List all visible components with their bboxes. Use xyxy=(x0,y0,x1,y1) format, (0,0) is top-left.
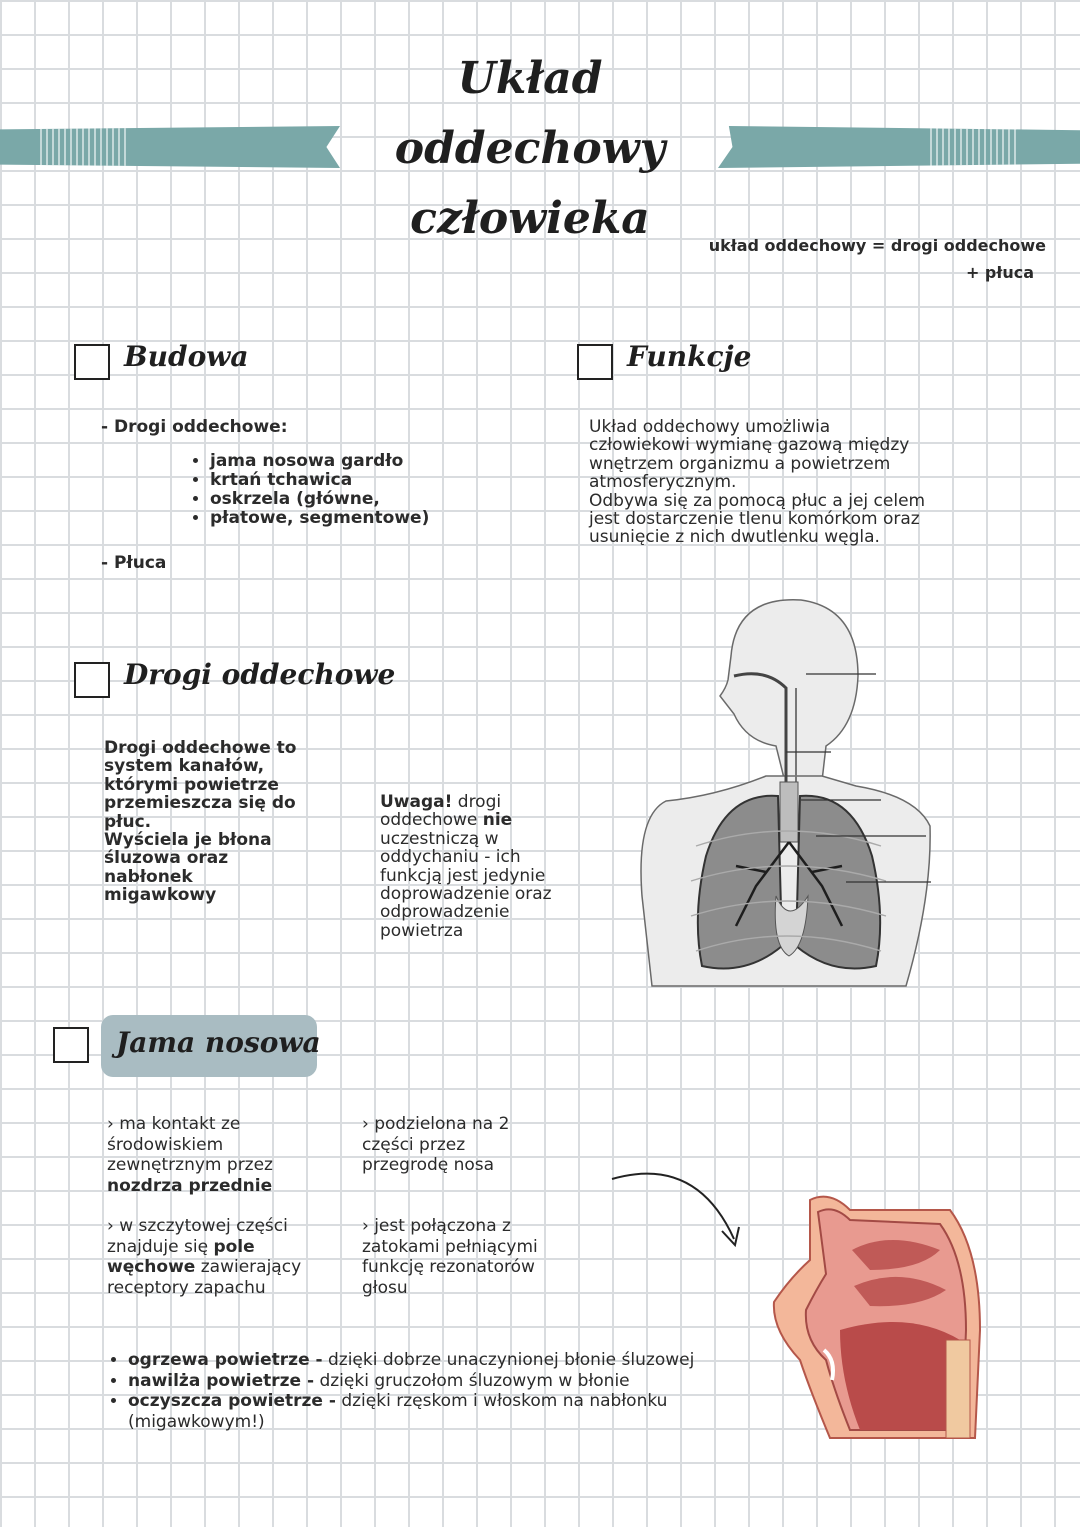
list-item: • ogrzewa powietrze - dzięki dobrze unaczynionej błonie śluzowej xyxy=(128,1350,788,1371)
definition: układ oddechowy = drogi oddechowe + płuca xyxy=(708,236,1046,282)
checkbox-funkcje[interactable] xyxy=(577,344,613,380)
heading-drogi-oddechowe: Drogi oddechowe xyxy=(124,658,396,691)
drogi-definition: Drogi oddechowe to system kanałów, którymi powietrze przemieszcza się do płuc. Wyściela je błona śluzowa oraz nabłonek migawkowy xyxy=(104,738,297,906)
page-title: Układ oddechowy człowieka xyxy=(394,53,666,244)
list-item: • oczyszcza powietrze - dzięki rzęskom i włoskom na nabłonku (migawkowym!) xyxy=(128,1391,788,1432)
drogi-note: Uwaga! drogi oddechowe nie uczestniczą w oddychaniu - ich funkcją jest jedynie doprowadzenie oraz odprowadzenie powietrza xyxy=(380,792,552,941)
jama-fact-2: › podzielona na 2 części przez przegrodę nosa xyxy=(362,1114,510,1175)
nasal-cavity-illustration xyxy=(770,1190,985,1440)
heading-budowa: Budowa xyxy=(124,340,249,373)
jama-functions-list xyxy=(108,1350,788,1432)
drogi-list xyxy=(188,452,429,528)
checkbox-jama-nosowa[interactable] xyxy=(53,1027,89,1063)
list-item: • nawilża powietrze - dzięki gruczołom śluzowym w błonie xyxy=(128,1371,788,1392)
heading-jama-nosowa: Jama nosowa xyxy=(116,1026,321,1059)
list-item: • jama nosowa gardło xyxy=(210,452,429,471)
jama-fact-4: › jest połączona z zatokami pełniącymi funkcję rezonatorów głosu xyxy=(362,1216,538,1298)
funkcje-text: Układ oddechowy umożliwia człowiekowi wymianę gazową między wnętrzem organizmu a powietrzem atmosferycznym. Odbywa się za pomocą płuc a jej celem jest dostarczenie tlenu komórkom oraz usunięcie z nich dwutlenku węgla. xyxy=(589,417,926,548)
checkbox-drogi-oddechowe[interactable] xyxy=(74,662,110,698)
drogi-label: - Drogi oddechowe: xyxy=(101,417,288,437)
list-item: • oskrzela (główne, xyxy=(210,490,429,509)
torso-lungs-illustration xyxy=(636,596,936,996)
brush-stroke-left xyxy=(0,126,340,168)
jama-fact-1: › ma kontakt ze środowiskiem zewnętrznym przez nozdrza przednie xyxy=(107,1114,273,1196)
curved-arrow-icon xyxy=(606,1165,746,1255)
checkbox-budowa[interactable] xyxy=(74,344,110,380)
heading-funkcje: Funkcje xyxy=(627,340,752,373)
brush-stroke-right xyxy=(718,126,1080,168)
list-item: • krtań tchawica xyxy=(210,471,429,490)
pluca-label: - Płuca xyxy=(101,553,167,573)
list-item: • płatowe, segmentowe) xyxy=(210,509,429,528)
jama-fact-3: › w szczytowej części znajduje się pole węchowe zawierający receptory zapachu xyxy=(107,1216,302,1298)
